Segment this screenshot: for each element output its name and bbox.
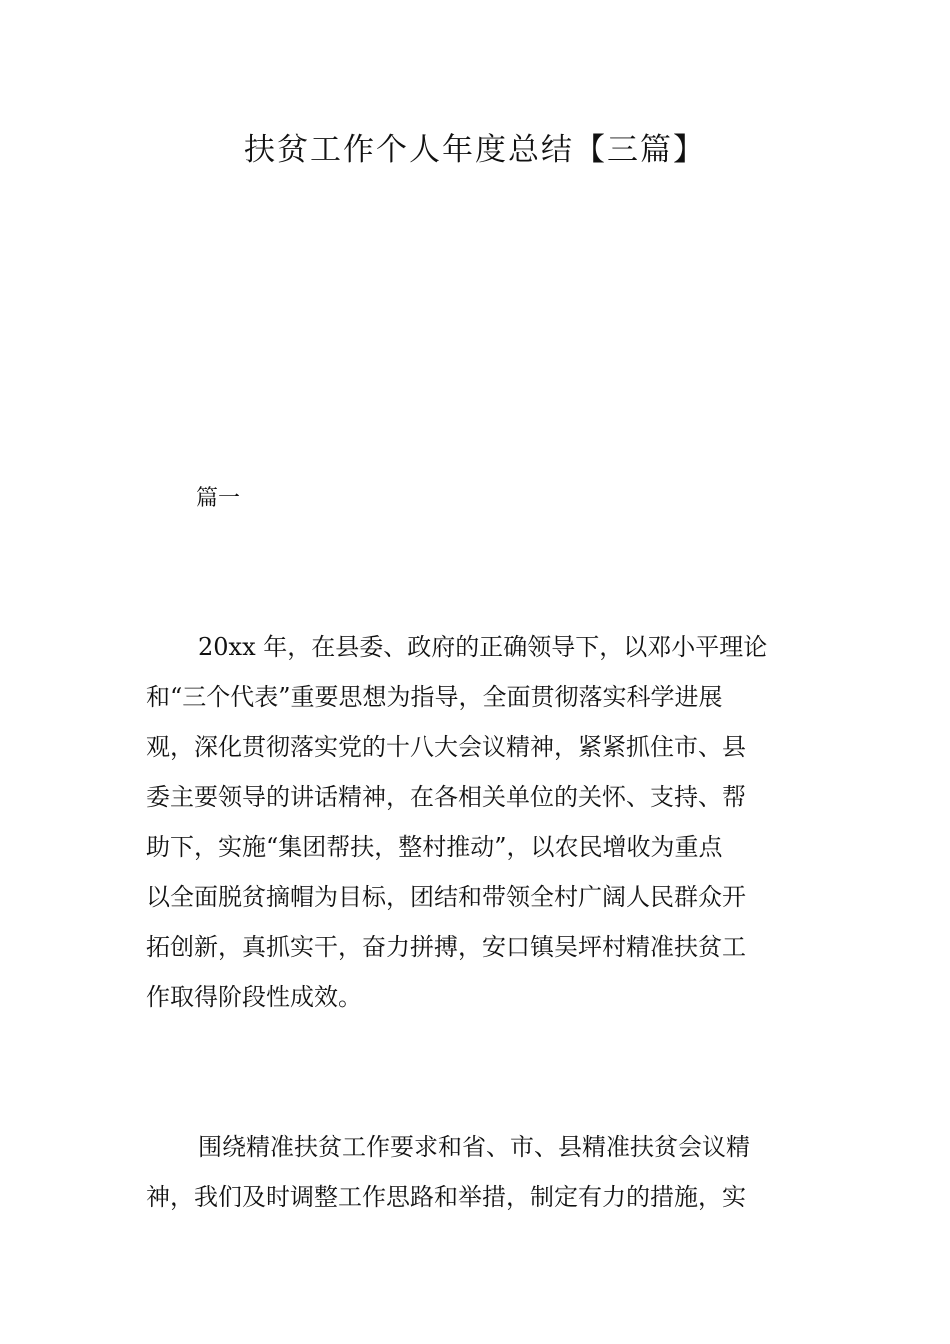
paragraph-line: 和“三个代表”重要思想为指导，全面贯彻落实科学进展 (146, 683, 723, 711)
paragraph-line: 围绕精准扶贫工作要求和省、市、县精准扶贫会议精 (198, 1133, 750, 1161)
document-title: 扶贫工作个人年度总结【三篇】 (244, 132, 706, 168)
paragraph-line: 观，深化贯彻落实党的十八大会议精神，紧紧抓住市、县 (146, 733, 746, 761)
paragraph-line: 作取得阶段性成效。 (146, 983, 362, 1011)
paragraph-line: 神，我们及时调整工作思路和举措，制定有力的措施，实 (146, 1183, 746, 1211)
paragraph-1 (146, 622, 806, 1022)
paragraph-line: 助下，实施“集团帮扶，整村推动”，以农民增收为重点 (146, 833, 723, 861)
paragraph-line: 20xx 年，在县委、政府的正确领导下，以邓小平理论 (198, 633, 768, 661)
paragraph-line: 委主要领导的讲话精神，在各相关单位的关怀、支持、帮 (146, 783, 746, 811)
paragraph-2 (146, 1122, 806, 1222)
section-label: 篇一 (196, 486, 241, 511)
paragraph-line: 以全面脱贫摘帽为目标，团结和带领全村广阔人民群众开 (146, 883, 746, 911)
paragraph-line: 拓创新，真抓实干，奋力拼搏，安口镇吴坪村精准扶贫工 (146, 933, 746, 961)
